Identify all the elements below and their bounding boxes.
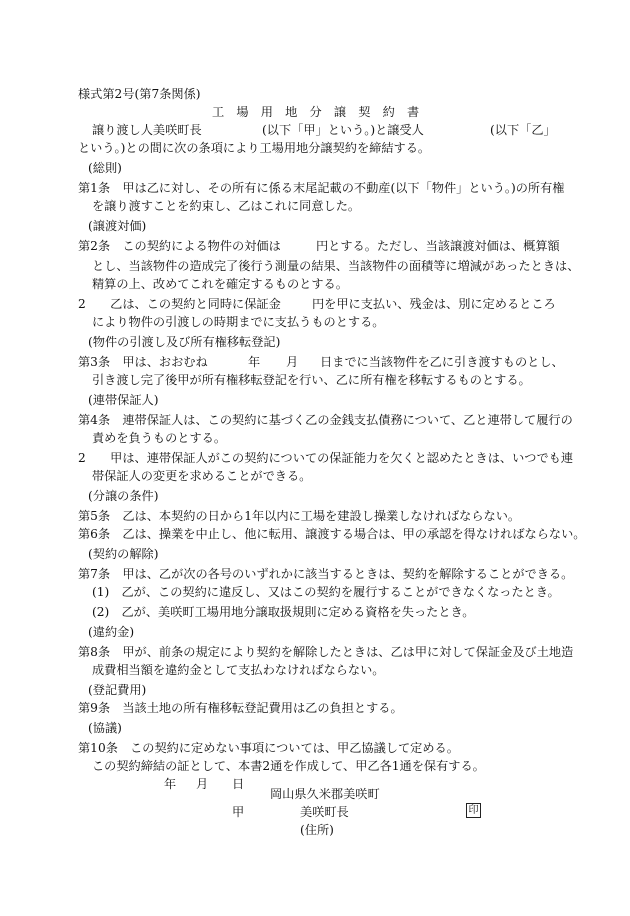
article-3-year: 年 — [248, 355, 261, 369]
heading-conditions: (分譲の条件) — [88, 489, 159, 503]
signer-party: 甲 — [232, 805, 245, 819]
heading-delivery: (物件の引渡し及び所有権移転登記) — [88, 335, 281, 349]
article-5: 第5条 乙は、本契約の日から1年以内に工場を建設し操業しなければならない。 — [78, 509, 521, 523]
heading-consultation: (協議) — [88, 721, 122, 735]
article-9: 第9条 当該土地の所有権移転登記費用は乙の負担とする。 — [78, 701, 403, 715]
date-year: 年 — [164, 777, 177, 791]
article-8-line-2: 成費相当額を違約金として支払わなければならない。 — [92, 663, 385, 677]
intro-otsu: (以下「乙」 — [490, 123, 556, 137]
closing-statement: この契約締結の証として、本書2通を作成して、甲乙各1通を保有する。 — [92, 759, 485, 773]
residence-label: (住所) — [300, 823, 334, 837]
article-2-para-2-line-1b: 円を甲に支払い、残金は、別に定めるところ — [312, 297, 556, 311]
article-4-para-2-line-1: 2 甲は、連帯保証人がこの契約についての保証能力を欠くと認めたときは、いつでも連 — [78, 451, 574, 465]
form-number: 様式第2号(第7条関係) — [78, 87, 201, 101]
article-4-line-2: 責めを負うものとする。 — [92, 431, 227, 445]
intro-line-2: という。)との間に次の条項により工場用地分譲契約を締結する。 — [78, 141, 431, 155]
document-title: 工 場 用 地 分 譲 契 約 書 — [212, 105, 420, 119]
intro-seller: 譲り渡し人美咲町長 — [92, 123, 202, 137]
article-7-item-2: (2) 乙が、美咲町工場用地分譲取扱規則に定める資格を失ったとき。 — [92, 605, 475, 619]
article-1-line-2: を譲り渡すことを約束し、乙はこれに同意した。 — [92, 199, 361, 213]
article-2-line-1a: 第2条 この契約による物件の対価は — [78, 239, 281, 253]
article-10: 第10条 この契約に定めない事項については、甲乙協議して定める。 — [78, 741, 459, 755]
heading-guarantor: (連帯保証人) — [88, 393, 159, 407]
article-2-line-3: 精算の上、改めてこれを確定するものとする。 — [92, 277, 348, 291]
article-2-para-2-line-2: により物件の引渡しの時期までに支払うものとする。 — [92, 315, 385, 329]
article-3-line-1a: 第3条 甲は、おおむね — [78, 355, 208, 369]
article-7-item-1: (1) 乙が、この契約に違反し、又はこの契約を履行することができなくなったとき。 — [92, 585, 560, 599]
article-6: 第6条 乙は、操業を中止し、他に転用、譲渡する場合は、甲の承認を得なければならない。 — [78, 527, 586, 541]
article-1-line-1: 第1条 甲は乙に対し、その所有に係る末尾記載の不動産(以下「物件」という。)の所有権 — [78, 181, 565, 195]
heading-cancellation: (契約の解除) — [88, 547, 159, 561]
article-3-line-2: 引き渡し完了後甲が所有権移転登記を行い、乙に所有権を移転するものとする。 — [92, 373, 531, 387]
article-2-line-1b: 円とする。ただし、当該譲渡対価は、概算額 — [316, 239, 560, 253]
intro-buyer: (以下「甲」という。)と譲受人 — [262, 123, 424, 137]
signer-title: 美咲町長 — [300, 805, 349, 819]
seal-mark: 印 — [466, 803, 481, 818]
signer-address: 岡山県久米郡美咲町 — [270, 787, 380, 801]
heading-penalty: (違約金) — [88, 625, 135, 639]
article-2-line-2: とし、当該物件の造成完了後行う測量の結果、当該物件の面積等に増減があったときは、 — [92, 259, 580, 273]
date-day: 日 — [232, 777, 245, 791]
date-month: 月 — [196, 777, 209, 791]
heading-general: (総則) — [88, 161, 122, 175]
article-8-line-1: 第8条 甲が、前条の規定により契約を解除したときは、乙は甲に対して保証金及び土地造 — [78, 645, 574, 659]
article-7-line-1: 第7条 甲は、乙が次の各号のいずれかに該当するときは、契約を解除することができる。 — [78, 567, 574, 581]
heading-registration: (登記費用) — [88, 683, 147, 697]
article-3-month: 月 — [286, 355, 299, 369]
article-4-line-1: 第4条 連帯保証人は、この契約に基づく乙の金銭支払債務について、乙と連帯して履行の — [78, 413, 573, 427]
heading-price: (譲渡対価) — [88, 219, 147, 233]
article-4-para-2-line-2: 帯保証人の変更を求めることができる。 — [92, 469, 312, 483]
article-3-line-1d: 日までに当該物件を乙に引き渡すものとし、 — [320, 355, 564, 369]
article-2-para-2-line-1a: 2 乙は、この契約と同時に保証金 — [78, 297, 281, 311]
